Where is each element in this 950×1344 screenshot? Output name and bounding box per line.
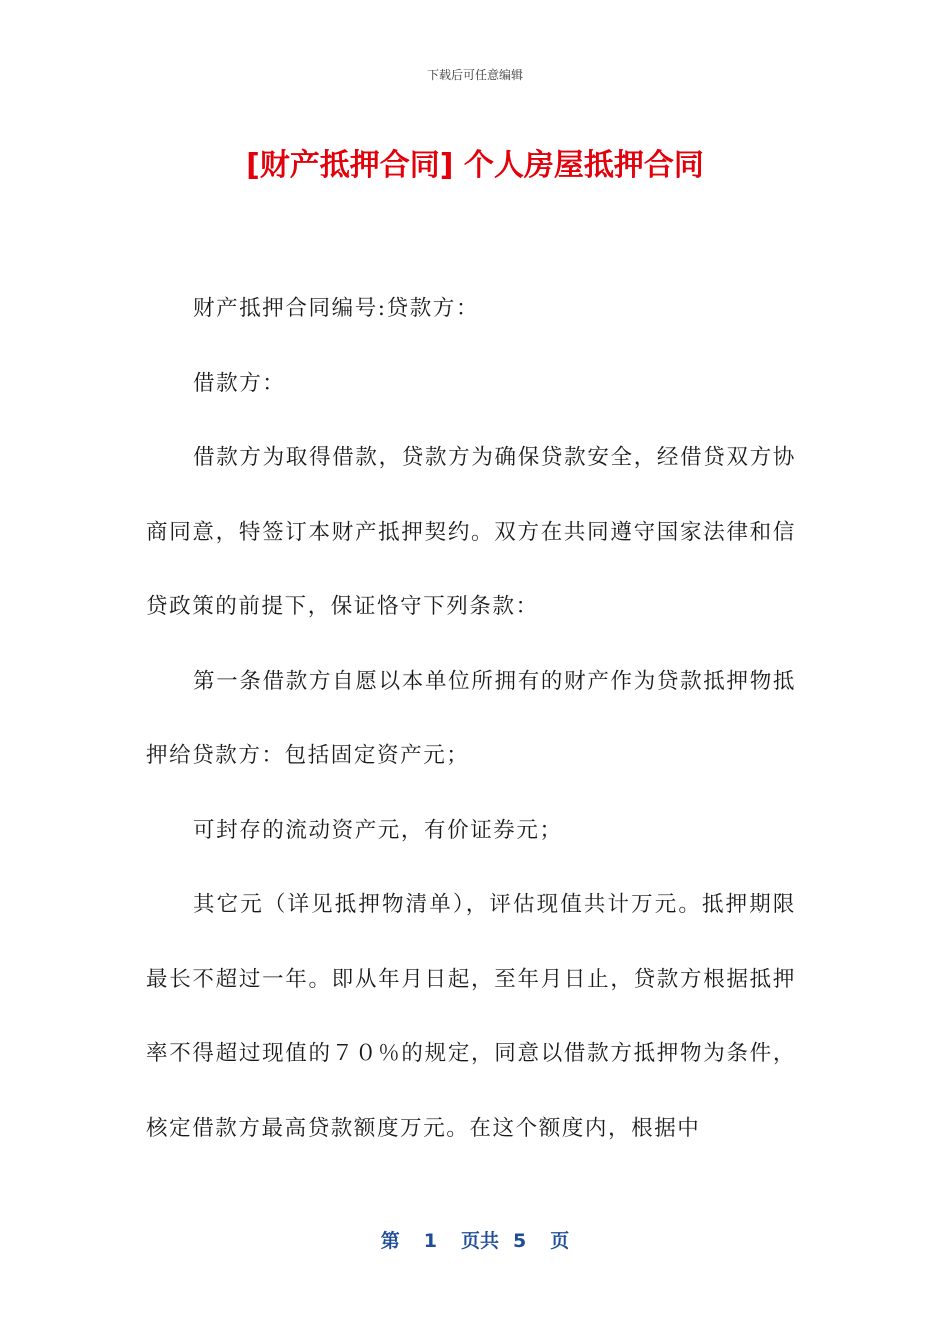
paragraph-borrower: 借款方： [193, 370, 286, 396]
paragraph-article-one: 第一条借款方自愿以本单位所拥有的财产作为贷款抵押物抵押给贷款方：包括固定资产元； [146, 668, 796, 768]
paragraph-current-assets: 可封存的流动资产元，有价证券元； [193, 817, 563, 843]
document-body [146, 272, 796, 1166]
paragraph-preamble: 借款方为取得借款，贷款方为确保贷款安全，经借贷双方协商同意，特签订本财产抵押契约。双方在共同遵守国家法律和信贷政策的前提下，保证恪守下列条款： [146, 445, 796, 619]
page-footer [0, 1226, 950, 1253]
footer-middle: 页共 [460, 1230, 499, 1252]
footer-page-number: 1 [423, 1230, 437, 1252]
paragraph-other-assets: 其它元（详见抵押物清单），评估现值共计万元。抵押期限最长不超过一年。即从年月日起，至年月日止，贷款方根据抵押率不得超过现值的７０％的规定，同意以借款方抵押物为条件，核定借款方最高贷款额度万元。在这个额度内，根据中 [146, 892, 796, 1141]
header-note: 下载后可任意编辑 [426, 68, 523, 82]
footer-total-pages: 5 [513, 1230, 527, 1252]
paragraph-contract-number: 财产抵押合同编号:贷款方： [193, 296, 480, 321]
document-title: [财产抵押合同] 个人房屋抵押合同 [246, 148, 704, 183]
footer-prefix: 第 [380, 1230, 400, 1252]
footer-suffix: 页 [550, 1230, 570, 1252]
